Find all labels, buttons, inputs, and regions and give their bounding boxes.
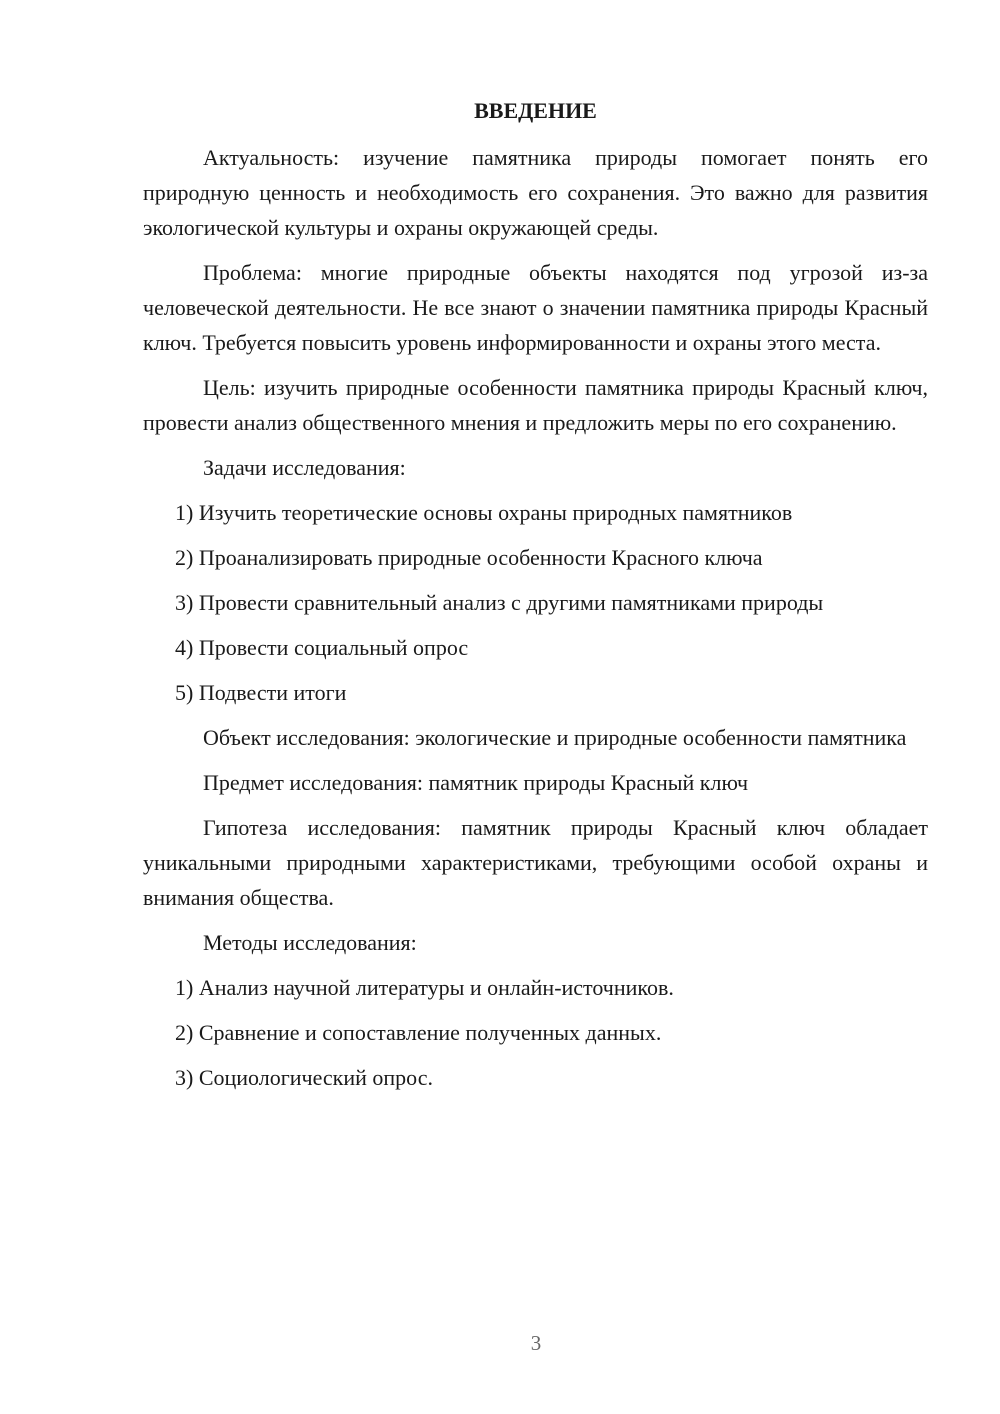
list-item: 1) Анализ научной литературы и онлайн-источников.	[175, 975, 674, 1000]
page-number: 3	[530, 1331, 542, 1355]
paragraph-subject: Предмет исследования: памятник природы Красный ключ	[203, 770, 749, 795]
tasks-label: Задачи исследования:	[203, 455, 406, 480]
page-title: ВВЕДЕНИЕ	[474, 98, 597, 123]
list-item: 5) Подвести итоги	[175, 680, 347, 705]
page-content	[143, 93, 928, 1105]
methods-list	[143, 970, 928, 1095]
paragraph-problem: Проблема: многие природные объекты находятся под угрозой из-за человеческой деятельности. Не все знают о значении памятника природы Красный ключ. Требуется повысить уровень информированности и охраны этого места.	[143, 260, 928, 355]
list-item: 3) Провести сравнительный анализ с другими памятниками природы	[175, 590, 824, 615]
list-item: 2) Сравнение и сопоставление полученных данных.	[175, 1020, 662, 1045]
list-item: 4) Провести социальный опрос	[175, 635, 469, 660]
paragraph-goal: Цель: изучить природные особенности памятника природы Красный ключ, провести анализ общественного мнения и предложить меры по его сохранению.	[143, 375, 928, 435]
paragraph-object: Объект исследования: экологические и природные особенности памятника	[203, 725, 907, 750]
list-item: 1) Изучить теоретические основы охраны природных памятников	[175, 500, 793, 525]
list-item: 3) Социологический опрос.	[175, 1065, 433, 1090]
paragraph-hypothesis: Гипотеза исследования: памятник природы Красный ключ обладает уникальными природными характеристиками, требующими особой охраны и внимания общества.	[143, 815, 928, 910]
paragraph-relevance: Актуальность: изучение памятника природы помогает понять его природную ценность и необходимость его сохранения. Это важно для развития экологической культуры и охраны окружающей среды.	[143, 145, 928, 240]
tasks-list	[143, 495, 928, 710]
methods-label: Методы исследования:	[203, 930, 417, 955]
list-item: 2) Проанализировать природные особенности Красного ключа	[175, 545, 763, 570]
